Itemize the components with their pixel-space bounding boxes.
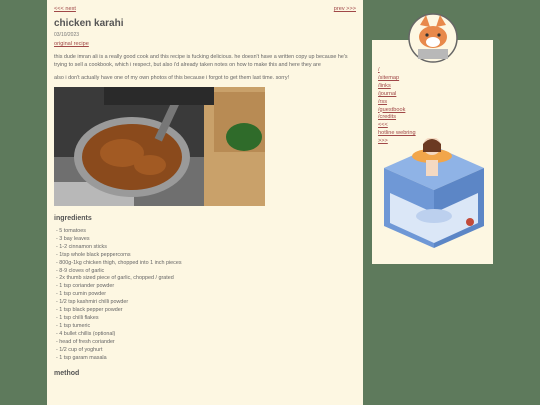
list-item: - 1tsp whole black peppercorns bbox=[56, 251, 131, 258]
sidebar-link-credits[interactable]: /credits bbox=[378, 114, 397, 121]
webring-link[interactable]: hotline webring bbox=[378, 130, 416, 137]
list-item: - 5 tomatoes bbox=[56, 228, 86, 234]
list-item: - 1 tsp garam masala bbox=[56, 354, 107, 361]
list-item: - 3 bay leaves bbox=[56, 235, 90, 242]
list-item: - 1 tsp coriander powder bbox=[56, 283, 115, 290]
page-title: chicken karahi bbox=[54, 18, 124, 29]
note-paragraph: also i don't actually have one of my own photos of this because i forgot to get them last time. sorry! bbox=[54, 75, 290, 81]
sidebar-link-links[interactable]: /links bbox=[378, 82, 391, 89]
fox-avatar-icon[interactable] bbox=[408, 13, 458, 63]
intro-paragraph: this dude imran ali is a really good cook and this recipe is fucking delicious. he doesn't have a written copy up because he's trying to sell a cookbook, which i respect, but also i'd already taken notes on how to make this and here they are bbox=[54, 54, 348, 68]
sidebar-nav bbox=[378, 67, 416, 146]
list-item: - 8-9 cloves of garlic bbox=[56, 267, 105, 274]
list-item: - 1 tsp cumin powder bbox=[56, 291, 107, 298]
karahi-photo bbox=[54, 87, 265, 206]
post-date: 03/10/2023 bbox=[54, 32, 80, 38]
ingredients-heading: ingredients bbox=[54, 215, 92, 222]
ingredients-list bbox=[54, 228, 356, 362]
sidebar-link-guestbook[interactable]: /guestbook bbox=[378, 106, 406, 113]
original-recipe-link[interactable]: original recipe bbox=[54, 41, 89, 47]
sidebar-link-sitemap[interactable]: /sitemap bbox=[378, 74, 400, 81]
list-item: - 1 tsp chilli flakes bbox=[56, 314, 99, 321]
list-item: - 1/2 cup of yoghurt bbox=[56, 346, 103, 353]
method-heading: method bbox=[54, 370, 80, 378]
list-item: - head of fresh coriander bbox=[56, 338, 115, 345]
list-item: - 800g-1kg chicken thigh, chopped into 1 inch pieces bbox=[56, 259, 182, 266]
list-item: - 2x thumb sized piece of garlic, chopped / grated bbox=[56, 275, 174, 282]
webring-prev-link[interactable]: <<< bbox=[378, 122, 388, 129]
list-item: - 4 bullet chillis (optional) bbox=[56, 330, 116, 337]
next-post-link[interactable]: prev >>> bbox=[333, 6, 356, 12]
sidebar-panel bbox=[372, 40, 493, 264]
list-item: - 1 tsp tumeric bbox=[56, 322, 91, 329]
prev-post-link[interactable]: <<< next bbox=[54, 6, 76, 12]
pool-scene-illustration bbox=[382, 138, 486, 260]
list-item: - 1/2 tsp kashmiri chilli powder bbox=[56, 299, 129, 306]
sidebar-link-home[interactable]: / bbox=[378, 67, 380, 73]
post-navigation bbox=[54, 6, 356, 12]
list-item: - 1-2 cinnamon sticks bbox=[56, 243, 107, 250]
main-content-panel bbox=[47, 0, 363, 405]
list-item: - 1 tsp black pepper powder bbox=[56, 307, 123, 314]
webring-next-link[interactable]: >>> bbox=[378, 138, 388, 145]
sidebar-link-rss[interactable]: /rss bbox=[378, 98, 388, 105]
sidebar-link-journal[interactable]: /journal bbox=[378, 90, 397, 97]
